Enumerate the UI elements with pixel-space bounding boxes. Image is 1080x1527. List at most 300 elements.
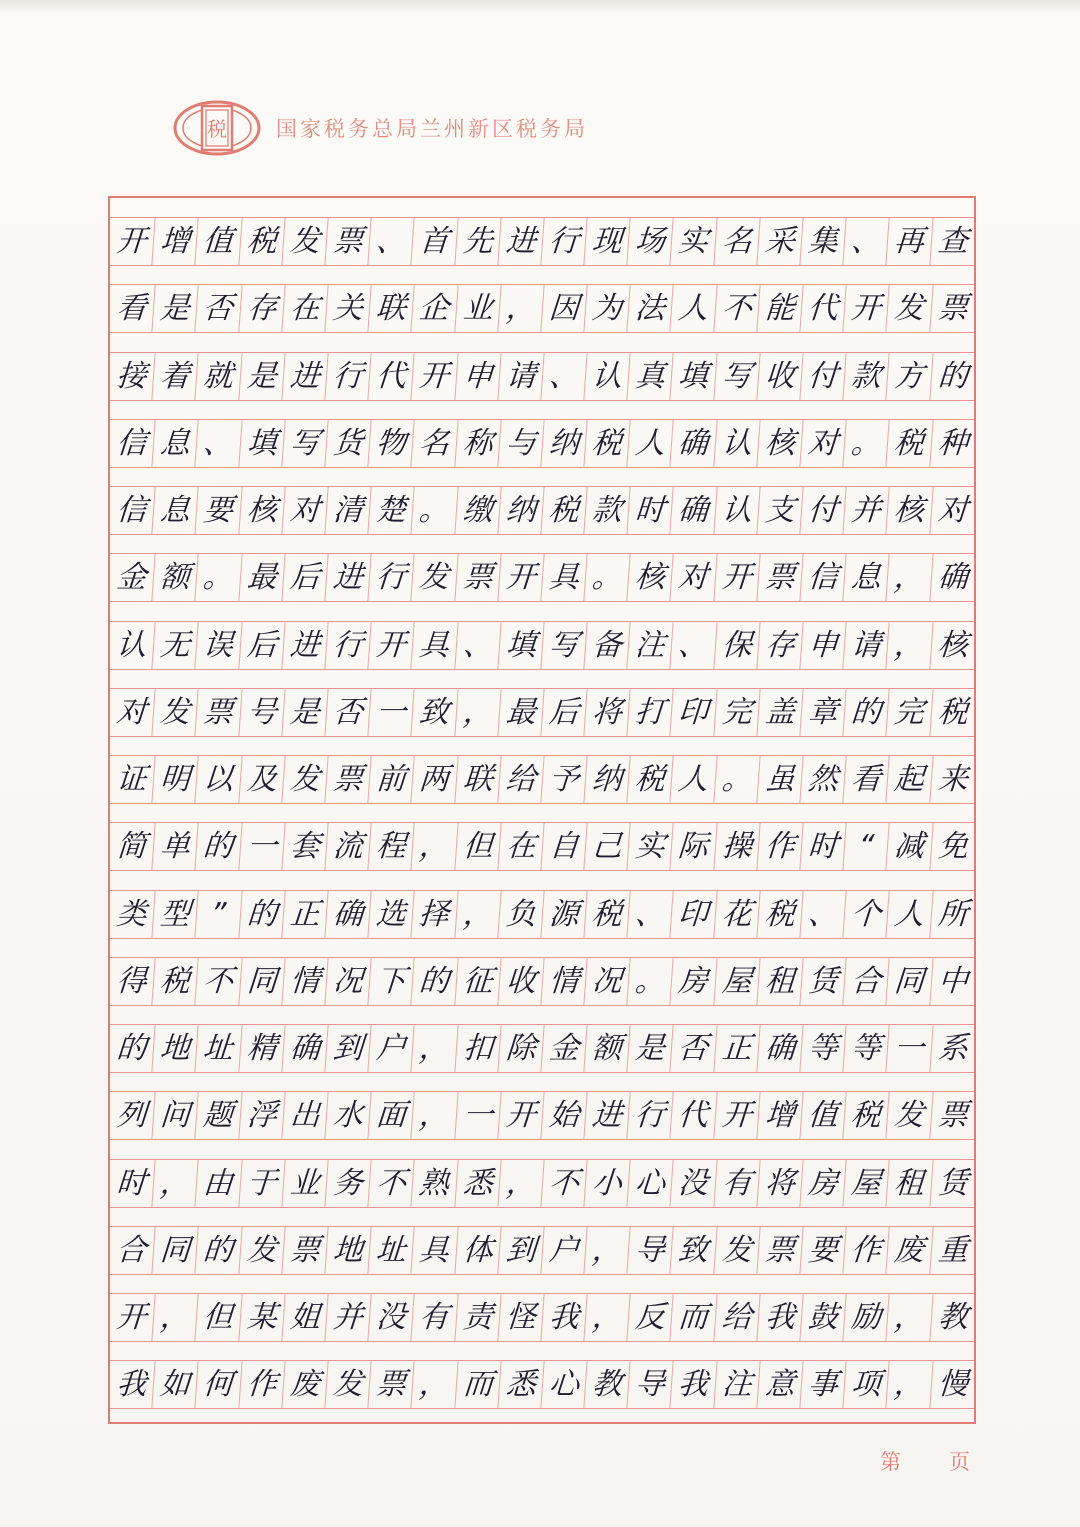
- grid-cell: 注: [627, 622, 673, 669]
- grid-cell: 简: [115, 828, 148, 864]
- grid-cell: 行: [324, 353, 370, 400]
- grid-cell: 给: [713, 1294, 759, 1341]
- grid-cell: 熟: [411, 1160, 457, 1207]
- grid-cell: 楚: [367, 487, 413, 534]
- manuscript-row: [110, 621, 974, 670]
- grid-cell: 后: [281, 554, 327, 601]
- grid-cell: 付: [799, 487, 845, 534]
- grid-cell: 面: [367, 1092, 413, 1139]
- grid-cell: 票: [324, 756, 370, 803]
- grid-cell: 对: [799, 420, 845, 467]
- grid-cell: 不: [367, 1160, 413, 1207]
- manuscript-row: [110, 755, 974, 804]
- grid-cell: 以: [195, 756, 241, 803]
- grid-cell: 实: [670, 218, 716, 265]
- tax-bureau-logo-icon: [172, 98, 262, 158]
- grid-cell: 是: [152, 285, 198, 332]
- grid-cell: 进: [324, 554, 370, 601]
- grid-cell: 浮: [238, 1092, 284, 1139]
- grid-cell: 核: [627, 554, 673, 601]
- grid-cell: 然: [799, 756, 845, 803]
- grid-cell: 增: [152, 218, 198, 265]
- grid-cell: 重: [929, 1227, 975, 1274]
- manuscript-row: [110, 688, 974, 737]
- grid-cell: 址: [195, 1025, 241, 1072]
- grid-cell: 作: [843, 1227, 889, 1274]
- grid-cell: 除: [497, 1025, 543, 1072]
- grid-cell: 程: [367, 823, 413, 870]
- grid-cell: 盖: [756, 689, 802, 736]
- grid-cell: 票: [756, 554, 802, 601]
- grid-cell: 息: [152, 487, 198, 534]
- grid-cell: ，: [411, 823, 457, 870]
- grid-cell: 发: [886, 1092, 932, 1139]
- grid-cell: 作: [756, 823, 802, 870]
- grid-cell: 款: [843, 353, 889, 400]
- grid-cell: 值: [799, 1092, 845, 1139]
- grid-cell: 一: [886, 1025, 932, 1072]
- grid-cell: 合: [843, 958, 889, 1005]
- grid-cell: 写: [540, 622, 586, 669]
- manuscript-row: [110, 486, 974, 535]
- grid-cell: 将: [583, 689, 629, 736]
- manuscript-grid: [108, 196, 976, 1424]
- grid-cell: 要: [195, 487, 241, 534]
- grid-cell: 。: [713, 756, 759, 803]
- grid-cell: 票: [195, 689, 241, 736]
- grid-cell: 但: [195, 1294, 241, 1341]
- grid-cell: 悉: [454, 1160, 500, 1207]
- grid-cell: 户: [367, 1025, 413, 1072]
- grid-cell: 确: [281, 1025, 327, 1072]
- grid-cell: 地: [152, 1025, 198, 1072]
- grid-cell: ，: [497, 1160, 543, 1207]
- grid-cell: 出: [281, 1092, 327, 1139]
- grid-cell: 种: [929, 420, 975, 467]
- grid-cell: 明: [152, 756, 198, 803]
- manuscript-row: [110, 1091, 974, 1140]
- grid-cell: 收: [497, 958, 543, 1005]
- grid-cell: 负: [497, 891, 543, 938]
- grid-cell: 真: [627, 353, 673, 400]
- grid-cell: “: [843, 823, 889, 870]
- grid-cell: 方: [886, 353, 932, 400]
- grid-cell: 操: [713, 823, 759, 870]
- manuscript-row: [110, 217, 974, 266]
- grid-cell: 没: [367, 1294, 413, 1341]
- grid-cell: 业: [454, 285, 500, 332]
- grid-cell: 对: [670, 554, 716, 601]
- grid-cell: 印: [670, 891, 716, 938]
- grid-cell: 屋: [713, 958, 759, 1005]
- grid-cell: 、: [627, 891, 673, 938]
- grid-cell: 到: [324, 1025, 370, 1072]
- grid-cell: 予: [540, 756, 586, 803]
- grid-cell: 首: [411, 218, 457, 265]
- grid-cell: 于: [238, 1160, 284, 1207]
- grid-cell: 是: [627, 1025, 673, 1072]
- grid-cell: 套: [281, 823, 327, 870]
- grid-cell: 给: [497, 756, 543, 803]
- grid-cell: 我: [115, 1366, 148, 1402]
- grid-cell: 要: [799, 1227, 845, 1274]
- grid-cell: 心: [540, 1361, 586, 1408]
- grid-cell: 时: [627, 487, 673, 534]
- grid-cell: 认: [713, 487, 759, 534]
- grid-cell: 中: [929, 958, 975, 1005]
- grid-cell: 废: [886, 1227, 932, 1274]
- grid-cell: 存: [756, 622, 802, 669]
- grid-cell: 先: [454, 218, 500, 265]
- grid-cell: 信: [799, 554, 845, 601]
- grid-cell: 行: [540, 218, 586, 265]
- grid-cell: 额: [152, 554, 198, 601]
- grid-cell: 货: [324, 420, 370, 467]
- manuscript-row: [110, 1360, 974, 1409]
- grid-cell: 填: [238, 420, 284, 467]
- grid-cell: 开: [843, 285, 889, 332]
- grid-cell: 核: [756, 420, 802, 467]
- grid-cell: 系: [929, 1025, 975, 1072]
- grid-cell: 慢: [929, 1361, 975, 1408]
- grid-cell: 到: [497, 1227, 543, 1274]
- grid-cell: 与: [497, 420, 543, 467]
- grid-cell: 事: [799, 1361, 845, 1408]
- grid-cell: 开: [497, 1092, 543, 1139]
- grid-cell: 企: [411, 285, 457, 332]
- grid-cell: 自: [540, 823, 586, 870]
- grid-cell: 发: [411, 554, 457, 601]
- grid-cell: 型: [152, 891, 198, 938]
- grid-cell: 开: [713, 554, 759, 601]
- grid-cell: 及: [238, 756, 284, 803]
- manuscript-row: [110, 284, 974, 333]
- grid-cell: 责: [454, 1294, 500, 1341]
- grid-cell: 房: [670, 958, 716, 1005]
- grid-cell: 况: [324, 958, 370, 1005]
- grid-cell: 悉: [497, 1361, 543, 1408]
- grid-cell: 怪: [497, 1294, 543, 1341]
- grid-cell: 进: [583, 1092, 629, 1139]
- grid-cell: 是: [281, 689, 327, 736]
- grid-cell: 写: [713, 353, 759, 400]
- grid-cell: 发: [238, 1227, 284, 1274]
- grid-cell: ，: [497, 285, 543, 332]
- grid-cell: 证: [115, 761, 148, 797]
- grid-cell: 付: [799, 353, 845, 400]
- grid-cell: 所: [929, 891, 975, 938]
- grid-cell: ，: [583, 1227, 629, 1274]
- grid-cell: 行: [627, 1092, 673, 1139]
- grid-cell: 、: [670, 622, 716, 669]
- grid-cell: 对: [281, 487, 327, 534]
- grid-cell: 类: [115, 896, 148, 932]
- grid-cell: 花: [713, 891, 759, 938]
- grid-cell: 址: [367, 1227, 413, 1274]
- grid-cell: 确: [756, 1025, 802, 1072]
- grid-cell: ，: [886, 1361, 932, 1408]
- grid-cell: 我: [670, 1361, 716, 1408]
- grid-cell: 房: [799, 1160, 845, 1207]
- grid-cell: 纳: [540, 420, 586, 467]
- grid-cell: 名: [713, 218, 759, 265]
- grid-cell: 人: [627, 420, 673, 467]
- grid-cell: 始: [540, 1092, 586, 1139]
- grid-cell: 认: [713, 420, 759, 467]
- grid-cell: 发: [886, 285, 932, 332]
- grid-cell: 、: [540, 353, 586, 400]
- grid-cell: 时: [799, 823, 845, 870]
- grid-cell: 缴: [454, 487, 500, 534]
- grid-cell: 开: [367, 622, 413, 669]
- grid-cell: 选: [367, 891, 413, 938]
- grid-cell: 纳: [583, 756, 629, 803]
- grid-cell: 发: [281, 756, 327, 803]
- grid-cell: 没: [670, 1160, 716, 1207]
- grid-cell: 的: [238, 891, 284, 938]
- manuscript-row: [110, 1159, 974, 1208]
- grid-cell: 场: [627, 218, 673, 265]
- grid-cell: ，: [886, 554, 932, 601]
- grid-cell: 联: [367, 285, 413, 332]
- grid-cell: 票: [929, 1092, 975, 1139]
- grid-cell: 在: [281, 285, 327, 332]
- grid-cell: 的: [195, 1227, 241, 1274]
- grid-cell: 何: [195, 1361, 241, 1408]
- grid-cell: 鼓: [799, 1294, 845, 1341]
- grid-cell: 请: [497, 353, 543, 400]
- grid-cell: 代: [799, 285, 845, 332]
- grid-cell: 意: [756, 1361, 802, 1408]
- grid-cell: 误: [195, 622, 241, 669]
- grid-cell: 如: [152, 1361, 198, 1408]
- grid-cell: 确: [670, 420, 716, 467]
- grid-cell: 废: [281, 1361, 327, 1408]
- grid-cell: 最: [497, 689, 543, 736]
- grid-cell: 保: [713, 622, 759, 669]
- grid-cell: 、: [367, 218, 413, 265]
- grid-cell: 纳: [497, 487, 543, 534]
- grid-cell: 代: [367, 353, 413, 400]
- manuscript-row: [110, 419, 974, 468]
- grid-cell: 确: [324, 891, 370, 938]
- grid-cell: 一: [367, 689, 413, 736]
- grid-cell: 票: [324, 218, 370, 265]
- grid-cell: 认: [115, 627, 148, 663]
- grid-cell: 并: [324, 1294, 370, 1341]
- grid-cell: 屋: [843, 1160, 889, 1207]
- grid-cell: 看: [843, 756, 889, 803]
- grid-cell: 前: [367, 756, 413, 803]
- grid-cell: 正: [281, 891, 327, 938]
- grid-cell: 进: [497, 218, 543, 265]
- grid-cell: 的: [929, 353, 975, 400]
- grid-cell: 开: [497, 554, 543, 601]
- grid-cell: 作: [238, 1361, 284, 1408]
- grid-cell: 申: [454, 353, 500, 400]
- grid-cell: 对: [929, 487, 975, 534]
- grid-cell: 请: [843, 622, 889, 669]
- grid-cell: 。: [583, 554, 629, 601]
- grid-cell: 税: [152, 958, 198, 1005]
- grid-cell: 不: [195, 958, 241, 1005]
- grid-cell: 有: [713, 1160, 759, 1207]
- grid-cell: 励: [843, 1294, 889, 1341]
- footer-page-label: 页: [949, 1450, 970, 1474]
- grid-cell: 两: [411, 756, 457, 803]
- grid-cell: ，: [411, 1361, 457, 1408]
- grid-cell: 写: [281, 420, 327, 467]
- grid-cell: 反: [627, 1294, 673, 1341]
- grid-cell: 印: [670, 689, 716, 736]
- grid-cell: 否: [324, 689, 370, 736]
- grid-cell: 进: [281, 353, 327, 400]
- grid-cell: 值: [195, 218, 241, 265]
- grid-cell: 后: [238, 622, 284, 669]
- grid-cell: 教: [583, 1361, 629, 1408]
- grid-cell: 况: [583, 958, 629, 1005]
- grid-cell: 务: [324, 1160, 370, 1207]
- grid-cell: ，: [583, 1294, 629, 1341]
- grid-cell: 。: [195, 554, 241, 601]
- grid-cell: 在: [497, 823, 543, 870]
- grid-cell: 小: [583, 1160, 629, 1207]
- grid-cell: 。: [627, 958, 673, 1005]
- grid-cell: 后: [540, 689, 586, 736]
- grid-cell: 无: [152, 622, 198, 669]
- grid-cell: 开: [115, 223, 148, 259]
- grid-cell: 情: [281, 958, 327, 1005]
- grid-cell: 、: [195, 420, 241, 467]
- grid-cell: 具: [411, 1227, 457, 1274]
- manuscript-row: [110, 890, 974, 939]
- scan-top-edge: [0, 0, 1080, 14]
- grid-cell: 己: [583, 823, 629, 870]
- grid-cell: 教: [929, 1294, 975, 1341]
- grid-cell: 章: [799, 689, 845, 736]
- grid-cell: 问: [152, 1092, 198, 1139]
- page-footer: [880, 1446, 970, 1476]
- grid-cell: 号: [238, 689, 284, 736]
- manuscript-row: [110, 1226, 974, 1275]
- grid-cell: 称: [454, 420, 500, 467]
- grid-cell: 下: [367, 958, 413, 1005]
- grid-cell: 我: [756, 1294, 802, 1341]
- grid-cell: 税: [627, 756, 673, 803]
- grid-cell: 着: [152, 353, 198, 400]
- grid-cell: 的: [115, 1030, 148, 1066]
- grid-cell: 税: [843, 1092, 889, 1139]
- grid-cell: 确: [670, 487, 716, 534]
- grid-cell: 额: [583, 1025, 629, 1072]
- grid-cell: 行: [324, 622, 370, 669]
- grid-cell: 流: [324, 823, 370, 870]
- grid-cell: 正: [713, 1025, 759, 1072]
- grid-cell: 款: [583, 487, 629, 534]
- grid-cell: 息: [843, 554, 889, 601]
- grid-cell: 因: [540, 285, 586, 332]
- grid-cell: 同: [886, 958, 932, 1005]
- grid-cell: 票: [756, 1227, 802, 1274]
- grid-cell: 核: [929, 622, 975, 669]
- grid-cell: 不: [713, 285, 759, 332]
- grid-cell: 致: [411, 689, 457, 736]
- grid-cell: 源: [540, 891, 586, 938]
- grid-cell: 情: [540, 958, 586, 1005]
- grid-cell: 税: [238, 218, 284, 265]
- manuscript-row: [110, 1024, 974, 1073]
- grid-cell: 能: [756, 285, 802, 332]
- grid-cell: 清: [324, 487, 370, 534]
- grid-cell: ，: [152, 1160, 198, 1207]
- grid-cell: 发: [152, 689, 198, 736]
- grid-cell: 征: [454, 958, 500, 1005]
- grid-cell: 现: [583, 218, 629, 265]
- grid-cell: 人: [886, 891, 932, 938]
- grid-cell: 核: [886, 487, 932, 534]
- grid-cell: 看: [115, 290, 148, 326]
- grid-cell: 但: [454, 823, 500, 870]
- grid-cell: 票: [454, 554, 500, 601]
- grid-cell: 法: [627, 285, 673, 332]
- grid-cell: 进: [281, 622, 327, 669]
- grid-cell: 并: [843, 487, 889, 534]
- grid-cell: 票: [367, 1361, 413, 1408]
- grid-cell: 赁: [929, 1160, 975, 1207]
- grid-cell: 导: [627, 1361, 673, 1408]
- grid-cell: 否: [670, 1025, 716, 1072]
- grid-cell: 核: [238, 487, 284, 534]
- grid-cell: 心: [627, 1160, 673, 1207]
- grid-cell: 物: [367, 420, 413, 467]
- grid-cell: 体: [454, 1227, 500, 1274]
- grid-cell: 减: [886, 823, 932, 870]
- grid-cell: 而: [670, 1294, 716, 1341]
- grid-cell: ，: [411, 1025, 457, 1072]
- manuscript-row: [110, 957, 974, 1006]
- grid-cell: 完: [713, 689, 759, 736]
- grid-cell: 开: [411, 353, 457, 400]
- grid-cell: 支: [756, 487, 802, 534]
- grid-cell: 认: [583, 353, 629, 400]
- grid-cell: 租: [886, 1160, 932, 1207]
- grid-cell: 金: [115, 559, 148, 595]
- grid-cell: 人: [670, 285, 716, 332]
- grid-cell: 否: [195, 285, 241, 332]
- grid-cell: 单: [152, 823, 198, 870]
- grid-cell: 虽: [756, 756, 802, 803]
- grid-cell: 起: [886, 756, 932, 803]
- grid-cell: 行: [367, 554, 413, 601]
- grid-cell: 一: [454, 1092, 500, 1139]
- grid-cell: 集: [799, 218, 845, 265]
- grid-cell: 联: [454, 756, 500, 803]
- grid-cell: 为: [583, 285, 629, 332]
- grid-cell: 票: [281, 1227, 327, 1274]
- grid-cell: 税: [886, 420, 932, 467]
- grid-cell: 我: [540, 1294, 586, 1341]
- tax-bureau-seal-icon: [172, 98, 262, 158]
- grid-cell: 项: [843, 1361, 889, 1408]
- grid-cell: 业: [281, 1160, 327, 1207]
- grid-cell: 接: [115, 358, 148, 394]
- grid-cell: 合: [115, 1232, 148, 1268]
- grid-cell: 。: [843, 420, 889, 467]
- grid-cell: 发: [281, 218, 327, 265]
- grid-cell: 等: [799, 1025, 845, 1072]
- grid-cell: 。: [411, 487, 457, 534]
- grid-cell: 一: [238, 823, 284, 870]
